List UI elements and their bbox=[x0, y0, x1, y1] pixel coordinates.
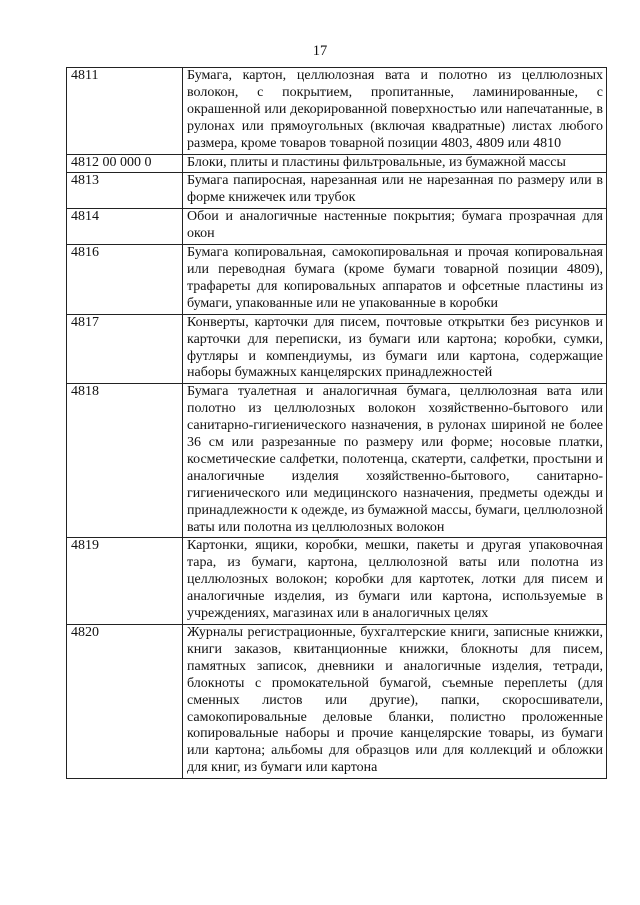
table-row bbox=[67, 68, 607, 155]
code-cell: 4817 bbox=[67, 314, 183, 384]
code-cell: 4812 00 000 0 bbox=[67, 154, 183, 173]
description-cell: Бумага туалетная и аналогичная бумага, целлюлозная вата или полотно из целлюлозных волокон хозяйственно-бытового или санитарно-гигиенического назначения, в рулонах шириной не более 36 см или разрезанные по размеру или форме; носовые платки, косметические салфетки, полотенца, скатерти, салфетки, простыни и аналогичные изделия хозяйственно-бытового, санитарно-гигиенического или медицинского назначения, предметы одежды и принадлежности к одежде, из бумажной массы, бумаги, целлюлозной ваты или полотна из целлюлозных волокон bbox=[183, 384, 607, 538]
description-cell: Бумага папиросная, нарезанная или не нарезанная по размеру или в форме книжечек или трубок bbox=[183, 173, 607, 209]
code-cell: 4818 bbox=[67, 384, 183, 538]
description-cell: Конверты, карточки для писем, почтовые открытки без рисунков и карточки для переписки, из бумаги или картона; коробки, сумки, футляры и компендиумы, из бумаги или картона, содержащие наборы бумажных канцелярских принадлежностей bbox=[183, 314, 607, 384]
description-cell: Картонки, ящики, коробки, мешки, пакеты и другая упаковочная тара, из бумаги, картона, целлюлозной ваты или полотна из целлюлозных волокон; коробки для картотек, лотки для писем и аналогичные изделия, из бумаги или картона, используемые в учреждениях, магазинах или в аналогичных целях bbox=[183, 538, 607, 625]
tariff-code-table bbox=[66, 67, 607, 779]
table-row bbox=[67, 154, 607, 173]
description-cell: Журналы регистрационные, бухгалтерские книги, записные книжки, книги заказов, квитанционные книжки, блокноты для писем, памятных записок, дневники и аналогичные изделия, тетради, блокноты с промокательной бумагой, съемные переплеты (для сменных листов или другие), папки, скоросшиватели, самокопировальные деловые бланки, полистно проложенные копировальные наборы и прочие канцелярские товары, из бумаги или картона; альбомы для образцов или для коллекций и обложки для книг, из бумаги или картона bbox=[183, 625, 607, 779]
table-row bbox=[67, 245, 607, 315]
description-cell: Блоки, плиты и пластины фильтровальные, из бумажной массы bbox=[183, 154, 607, 173]
code-cell: 4819 bbox=[67, 538, 183, 625]
table-row bbox=[67, 625, 607, 779]
description-cell: Бумага копировальная, самокопировальная и прочая копировальная или переводная бумага (кроме бумаги товарной позиции 4809), трафареты для копировальных аппаратов и офсетные пластины из бумаги, упакованные или не упакованные в коробки bbox=[183, 245, 607, 315]
code-cell: 4811 bbox=[67, 68, 183, 155]
code-cell: 4820 bbox=[67, 625, 183, 779]
table-row bbox=[67, 173, 607, 209]
page-number: 17 bbox=[312, 43, 328, 59]
code-cell: 4814 bbox=[67, 209, 183, 245]
table-row bbox=[67, 538, 607, 625]
code-cell: 4813 bbox=[67, 173, 183, 209]
description-cell: Бумага, картон, целлюлозная вата и полотно из целлюлозных волокон, с покрытием, пропитанные, ламинированные, с окрашенной или декорированной поверхностью или напечатанные, в рулонах или прямоугольных (включая квадратные) листах любого размера, кроме товаров товарной позиции 4803, 4809 или 4810 bbox=[183, 68, 607, 155]
table-row bbox=[67, 384, 607, 538]
table-row bbox=[67, 209, 607, 245]
description-cell: Обои и аналогичные настенные покрытия; бумага прозрачная для окон bbox=[183, 209, 607, 245]
code-cell: 4816 bbox=[67, 245, 183, 315]
table-row bbox=[67, 314, 607, 384]
